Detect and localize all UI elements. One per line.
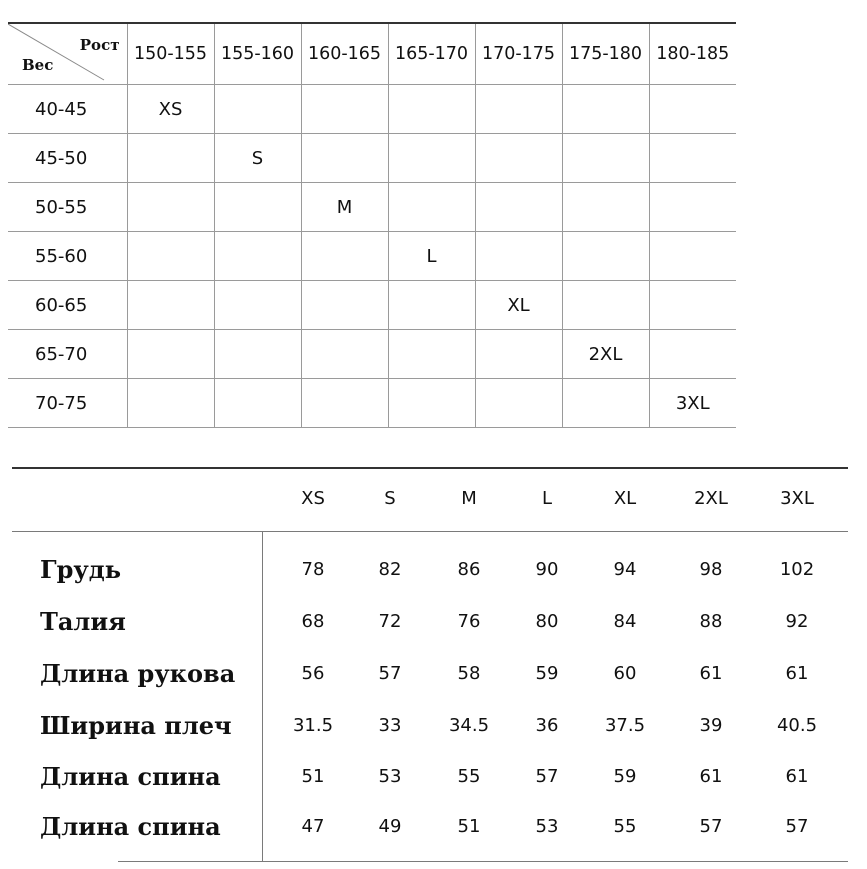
empty-cell xyxy=(388,330,475,379)
measurement-label: Длина рукова xyxy=(40,659,236,688)
empty-cell xyxy=(562,134,649,183)
empty-cell xyxy=(388,85,475,134)
empty-cell xyxy=(301,85,388,134)
empty-cell xyxy=(301,134,388,183)
measurements-bottom-rule xyxy=(118,861,848,862)
measurement-value: 33 xyxy=(378,715,402,736)
empty-cell xyxy=(388,134,475,183)
measurement-value: 102 xyxy=(779,559,815,580)
empty-cell xyxy=(562,232,649,281)
empty-cell xyxy=(127,183,214,232)
measurement-value: 78 xyxy=(301,559,325,580)
empty-cell xyxy=(301,379,388,428)
measurement-value: 49 xyxy=(378,816,402,837)
measurement-row xyxy=(0,596,867,648)
measurement-value: 88 xyxy=(699,611,723,632)
measurement-value: 51 xyxy=(457,816,481,837)
measurement-value: 34.5 xyxy=(448,715,490,736)
measurement-value: 39 xyxy=(699,715,723,736)
measurement-value: 37.5 xyxy=(604,715,646,736)
measurement-row xyxy=(0,751,867,803)
empty-cell xyxy=(127,134,214,183)
empty-cell xyxy=(649,183,736,232)
weight-range-cell: 60-65 xyxy=(8,281,127,330)
measurement-value: 61 xyxy=(785,766,809,787)
empty-cell xyxy=(127,379,214,428)
measurement-value: 86 xyxy=(457,559,481,580)
empty-cell xyxy=(475,85,562,134)
measurement-value: 53 xyxy=(535,816,559,837)
weight-range-cell: 45-50 xyxy=(8,134,127,183)
height-range-header: 160-165 xyxy=(301,23,388,85)
measurement-value: 84 xyxy=(613,611,637,632)
measurement-value: 76 xyxy=(457,611,481,632)
measurement-value: 55 xyxy=(457,766,481,787)
height-range-header: 175-180 xyxy=(562,23,649,85)
size-column-header: L xyxy=(541,488,553,509)
empty-cell xyxy=(475,330,562,379)
measurement-value: 72 xyxy=(378,611,402,632)
measurement-value: 55 xyxy=(613,816,637,837)
measurement-row xyxy=(0,648,867,700)
measurement-value: 82 xyxy=(378,559,402,580)
weight-axis-label: Вес xyxy=(22,56,54,74)
measurement-value: 36 xyxy=(535,715,559,736)
weight-range-cell: 55-60 xyxy=(8,232,127,281)
height-range-header: 170-175 xyxy=(475,23,562,85)
measurement-label: Длина спина xyxy=(40,812,221,841)
weight-row xyxy=(8,85,736,134)
measurement-value: 61 xyxy=(699,766,723,787)
measurement-value: 59 xyxy=(535,663,559,684)
diagonal-divider-icon xyxy=(8,24,127,84)
empty-cell xyxy=(301,281,388,330)
weight-row xyxy=(8,232,736,281)
weight-range-cell: 70-75 xyxy=(8,379,127,428)
size-column-header: XL xyxy=(613,488,637,509)
empty-cell xyxy=(388,379,475,428)
weight-range-cell: 50-55 xyxy=(8,183,127,232)
measurement-label: Ширина плеч xyxy=(40,711,232,740)
measurement-row xyxy=(0,801,867,853)
empty-cell xyxy=(649,85,736,134)
size-column-header: 2XL xyxy=(694,488,728,509)
height-header-row xyxy=(8,23,736,85)
measurement-label: Грудь xyxy=(40,555,121,584)
empty-cell xyxy=(649,134,736,183)
measurement-value: 61 xyxy=(785,663,809,684)
empty-cell xyxy=(301,330,388,379)
size-cell: L xyxy=(388,232,475,281)
weight-row xyxy=(8,330,736,379)
weight-range-cell: 40-45 xyxy=(8,85,127,134)
measurement-value: 31.5 xyxy=(292,715,334,736)
weight-row xyxy=(8,134,736,183)
empty-cell xyxy=(214,232,301,281)
measurement-value: 92 xyxy=(785,611,809,632)
measurement-label: Талия xyxy=(40,607,126,636)
height-range-header: 180-185 xyxy=(649,23,736,85)
empty-cell xyxy=(127,232,214,281)
empty-cell xyxy=(562,379,649,428)
weight-row xyxy=(8,183,736,232)
empty-cell xyxy=(475,134,562,183)
size-cell: 2XL xyxy=(562,330,649,379)
measurement-value: 58 xyxy=(457,663,481,684)
empty-cell xyxy=(649,232,736,281)
height-weight-size-table xyxy=(8,22,736,428)
measurement-value: 57 xyxy=(535,766,559,787)
empty-cell xyxy=(127,281,214,330)
measurement-value: 98 xyxy=(699,559,723,580)
empty-cell xyxy=(214,330,301,379)
weight-rows xyxy=(8,85,736,428)
height-axis-label: Рост xyxy=(79,36,120,54)
empty-cell xyxy=(562,281,649,330)
empty-cell xyxy=(475,232,562,281)
empty-cell xyxy=(475,183,562,232)
height-range-header: 155-160 xyxy=(214,23,301,85)
size-column-header: M xyxy=(461,488,477,509)
measurement-row xyxy=(0,544,867,596)
size-cell: XL xyxy=(475,281,562,330)
empty-cell xyxy=(214,85,301,134)
size-column-header: 3XL xyxy=(780,488,814,509)
measurement-value: 60 xyxy=(613,663,637,684)
size-cell: S xyxy=(214,134,301,183)
empty-cell xyxy=(562,85,649,134)
measurement-value: 90 xyxy=(535,559,559,580)
empty-cell xyxy=(214,183,301,232)
measurement-row xyxy=(0,700,867,752)
measurement-label: Длина спина xyxy=(40,762,221,791)
measurement-value: 59 xyxy=(613,766,637,787)
size-column-header: XS xyxy=(301,488,325,509)
measurement-value: 40.5 xyxy=(776,715,818,736)
empty-cell xyxy=(475,379,562,428)
size-column-header: S xyxy=(384,488,396,509)
empty-cell xyxy=(127,330,214,379)
measurement-value: 57 xyxy=(378,663,402,684)
weight-row xyxy=(8,379,736,428)
empty-cell xyxy=(649,281,736,330)
measurement-value: 80 xyxy=(535,611,559,632)
height-range-header: 165-170 xyxy=(388,23,475,85)
measurement-value: 57 xyxy=(699,816,723,837)
size-cell: XS xyxy=(127,85,214,134)
empty-cell xyxy=(562,183,649,232)
measurement-value: 94 xyxy=(613,559,637,580)
measurement-value: 68 xyxy=(301,611,325,632)
height-range-header: 150-155 xyxy=(127,23,214,85)
empty-cell xyxy=(214,281,301,330)
empty-cell xyxy=(649,330,736,379)
measurement-value: 56 xyxy=(301,663,325,684)
weight-range-cell: 65-70 xyxy=(8,330,127,379)
empty-cell xyxy=(214,379,301,428)
empty-cell xyxy=(388,281,475,330)
corner-cell xyxy=(8,23,127,85)
measurement-value: 47 xyxy=(301,816,325,837)
measurements-top-rule xyxy=(12,467,848,469)
measurement-value: 51 xyxy=(301,766,325,787)
size-cell: 3XL xyxy=(649,379,736,428)
weight-row xyxy=(8,281,736,330)
measurements-header-rule xyxy=(12,531,848,532)
size-cell: M xyxy=(301,183,388,232)
measurement-value: 53 xyxy=(378,766,402,787)
measurement-value: 61 xyxy=(699,663,723,684)
empty-cell xyxy=(388,183,475,232)
measurement-value: 57 xyxy=(785,816,809,837)
empty-cell xyxy=(301,232,388,281)
